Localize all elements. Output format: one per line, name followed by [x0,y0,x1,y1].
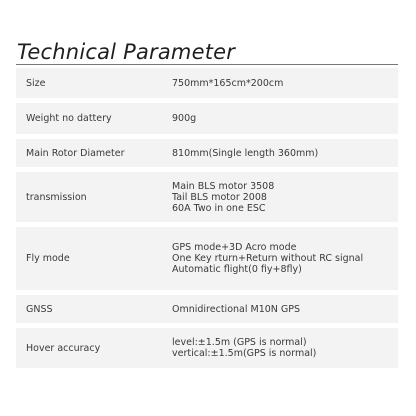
param-value [172,227,363,290]
param-label: Main Rotor Diameter [26,147,125,159]
param-value-line: One Key rturn+Return without RC signal [172,253,364,264]
param-value-line: vertical:±1.5m(GPS is normal) [172,348,317,359]
param-label: Weight no dattery [26,113,112,124]
param-label: Fly mode [26,253,70,264]
param-value-line: level:±1.5m (GPS is normal) [172,337,307,348]
param-value-line: 810mm(Single length 360mm) [172,147,319,159]
param-value-line: Tail BLS motor 2008 [172,191,267,203]
param-value-line: GPS mode+3D Acro mode [172,242,297,253]
param-value-line: Automatic flight(0 fiy+8fly) [172,264,302,275]
param-row-weight [16,103,398,134]
param-label: transmission [26,191,87,203]
param-value [172,103,196,134]
param-value [172,172,274,222]
param-row-rotor [16,139,398,167]
param-value [172,68,283,98]
param-value-line: 750mm*165cm*200cm [172,77,284,89]
parameter-table [16,68,398,373]
param-value-line: 60A Two in one ESC [172,202,266,214]
param-row-transmission [16,172,398,222]
title-divider [16,64,398,65]
param-row-flymode [16,227,398,290]
param-label: Hover accuracy [26,342,101,354]
param-value-line: Main BLS motor 3508 [172,180,275,192]
param-label: Size [26,77,46,89]
param-value-line: Omnidirectional M10N GPS [172,303,301,315]
param-row-hover [16,328,398,368]
param-value [172,139,318,167]
param-value [172,328,316,368]
page-title: Technical Parameter [17,40,236,64]
param-row-size [16,68,398,98]
param-row-gnss [16,295,398,323]
param-value-line: 900g [172,113,197,124]
param-value [172,295,300,323]
param-label: GNSS [26,303,53,315]
